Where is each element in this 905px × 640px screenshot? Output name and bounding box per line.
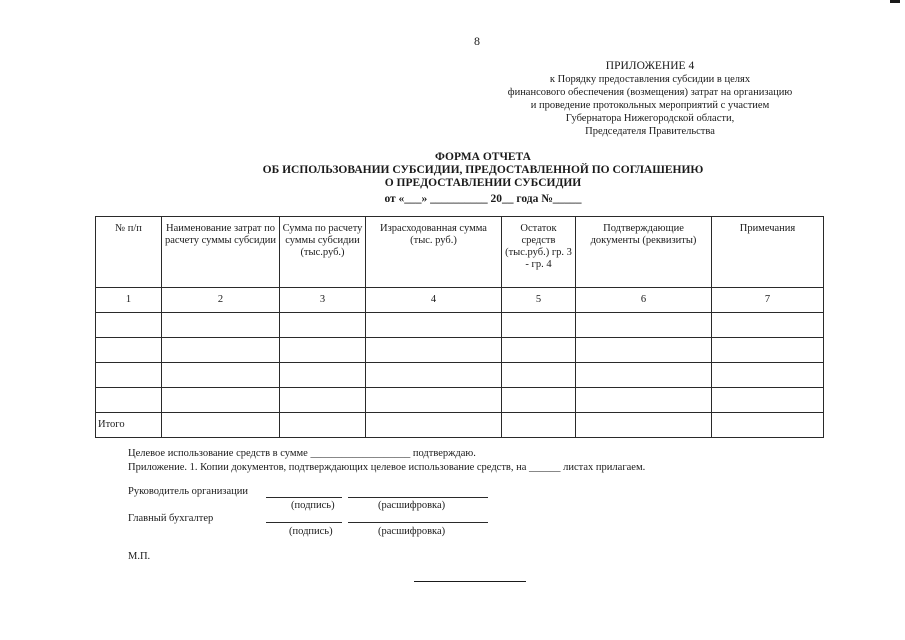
table-cell [162,363,280,388]
column-number: 4 [366,288,502,313]
usage-confirmation: Целевое использование средств в сумме ___________________ подтверждаю. [128,448,476,459]
table-cell [712,388,824,413]
annex-line: Губернатора Нижегородской области, [565,113,735,124]
annex-line: и проведение протокольных мероприятий с участием [530,100,770,111]
table-row [96,338,824,363]
annex-line: финансового обеспечения (возмещения) затрат на организацию [507,87,793,98]
head-decoding-line [348,497,488,498]
table-cell [576,363,712,388]
report-table [95,216,824,438]
head-signature-caption: (подпись) [291,500,335,511]
table-cell [366,338,502,363]
accountant-label: Главный бухгалтер [128,513,214,524]
header-spent-sum: Израсходованная сумма (тыс. руб.) [366,217,502,288]
form-date-line: от «___» __________ 20__ года №_____ [384,193,582,205]
annex-description [480,73,820,138]
table-cell [162,313,280,338]
stamp-place: М.П. [128,551,151,562]
table-cell [502,388,576,413]
annex-line: Председателя Правительства [585,126,715,137]
table-header-row [96,217,824,288]
column-number: 3 [280,288,366,313]
table-cell [502,338,576,363]
table-cell [502,363,576,388]
header-number: № п/п [96,217,162,288]
table-cell [712,413,824,438]
table-cell [576,338,712,363]
table-cell [280,313,366,338]
table-row [96,388,824,413]
head-decoding-caption: (расшифровка) [378,500,446,511]
table-cell [280,363,366,388]
table-cell [712,313,824,338]
table-cell [96,388,162,413]
form-title-line: ОБ ИСПОЛЬЗОВАНИИ СУБСИДИИ, ПРЕДОСТАВЛЕННОЙ ПО СОГЛАШЕНИЮ [262,164,704,176]
table-cell [502,313,576,338]
table-cell [162,338,280,363]
page-number: 8 [474,34,480,48]
column-number: 2 [162,288,280,313]
table-cell [280,388,366,413]
form-title [200,151,766,190]
header-cost-name: Наименование затрат по расчету суммы субсидии [162,217,280,288]
table-cell [502,413,576,438]
accountant-decoding-caption: (расшифровка) [378,526,446,537]
form-title-line: О ПРЕДОСТАВЛЕНИИ СУБСИДИИ [384,177,582,189]
table-cell [576,413,712,438]
table-row [96,313,824,338]
table-cell [366,413,502,438]
accountant-signature-caption: (подпись) [289,526,333,537]
column-number: 5 [502,288,576,313]
table-cell [366,313,502,338]
column-number: 6 [576,288,712,313]
annex-line: к Порядку предоставления субсидии в целях [549,74,751,85]
table-cell [576,313,712,338]
table-cell [366,388,502,413]
table-cell [712,363,824,388]
header-notes: Примечания [712,217,824,288]
form-title-line: ФОРМА ОТЧЕТА [435,151,531,163]
header-documents: Подтверждающие документы (реквизиты) [576,217,712,288]
total-label: Итого [96,413,162,438]
header-calculated-sum: Сумма по расчету суммы субсидии (тыс.руб.) [280,217,366,288]
table-row [96,363,824,388]
table-cell [96,363,162,388]
table-cell [366,363,502,388]
table-cell [576,388,712,413]
attachment-note: Приложение. 1. Копии документов, подтверждающих целевое использование средств, на ______ листах прилагаем. [128,462,646,473]
table-cell [162,413,280,438]
table-cell [280,338,366,363]
table-cell [712,338,824,363]
head-signature-line [266,497,342,498]
table-cell [96,313,162,338]
bottom-divider [414,581,526,582]
column-number: 7 [712,288,824,313]
table-cell [280,413,366,438]
accountant-signature-line [266,522,342,523]
column-number-row [96,288,824,313]
table-cell [96,338,162,363]
accountant-decoding-line [348,522,488,523]
table-cell [162,388,280,413]
header-balance: Остаток средств (тыс.руб.) гр. 3 - гр. 4 [502,217,576,288]
column-number: 1 [96,288,162,313]
scan-mark [890,0,900,3]
annex-title: ПРИЛОЖЕНИЕ 4 [605,60,695,72]
total-row [96,413,824,438]
head-label: Руководитель организации [128,486,248,497]
